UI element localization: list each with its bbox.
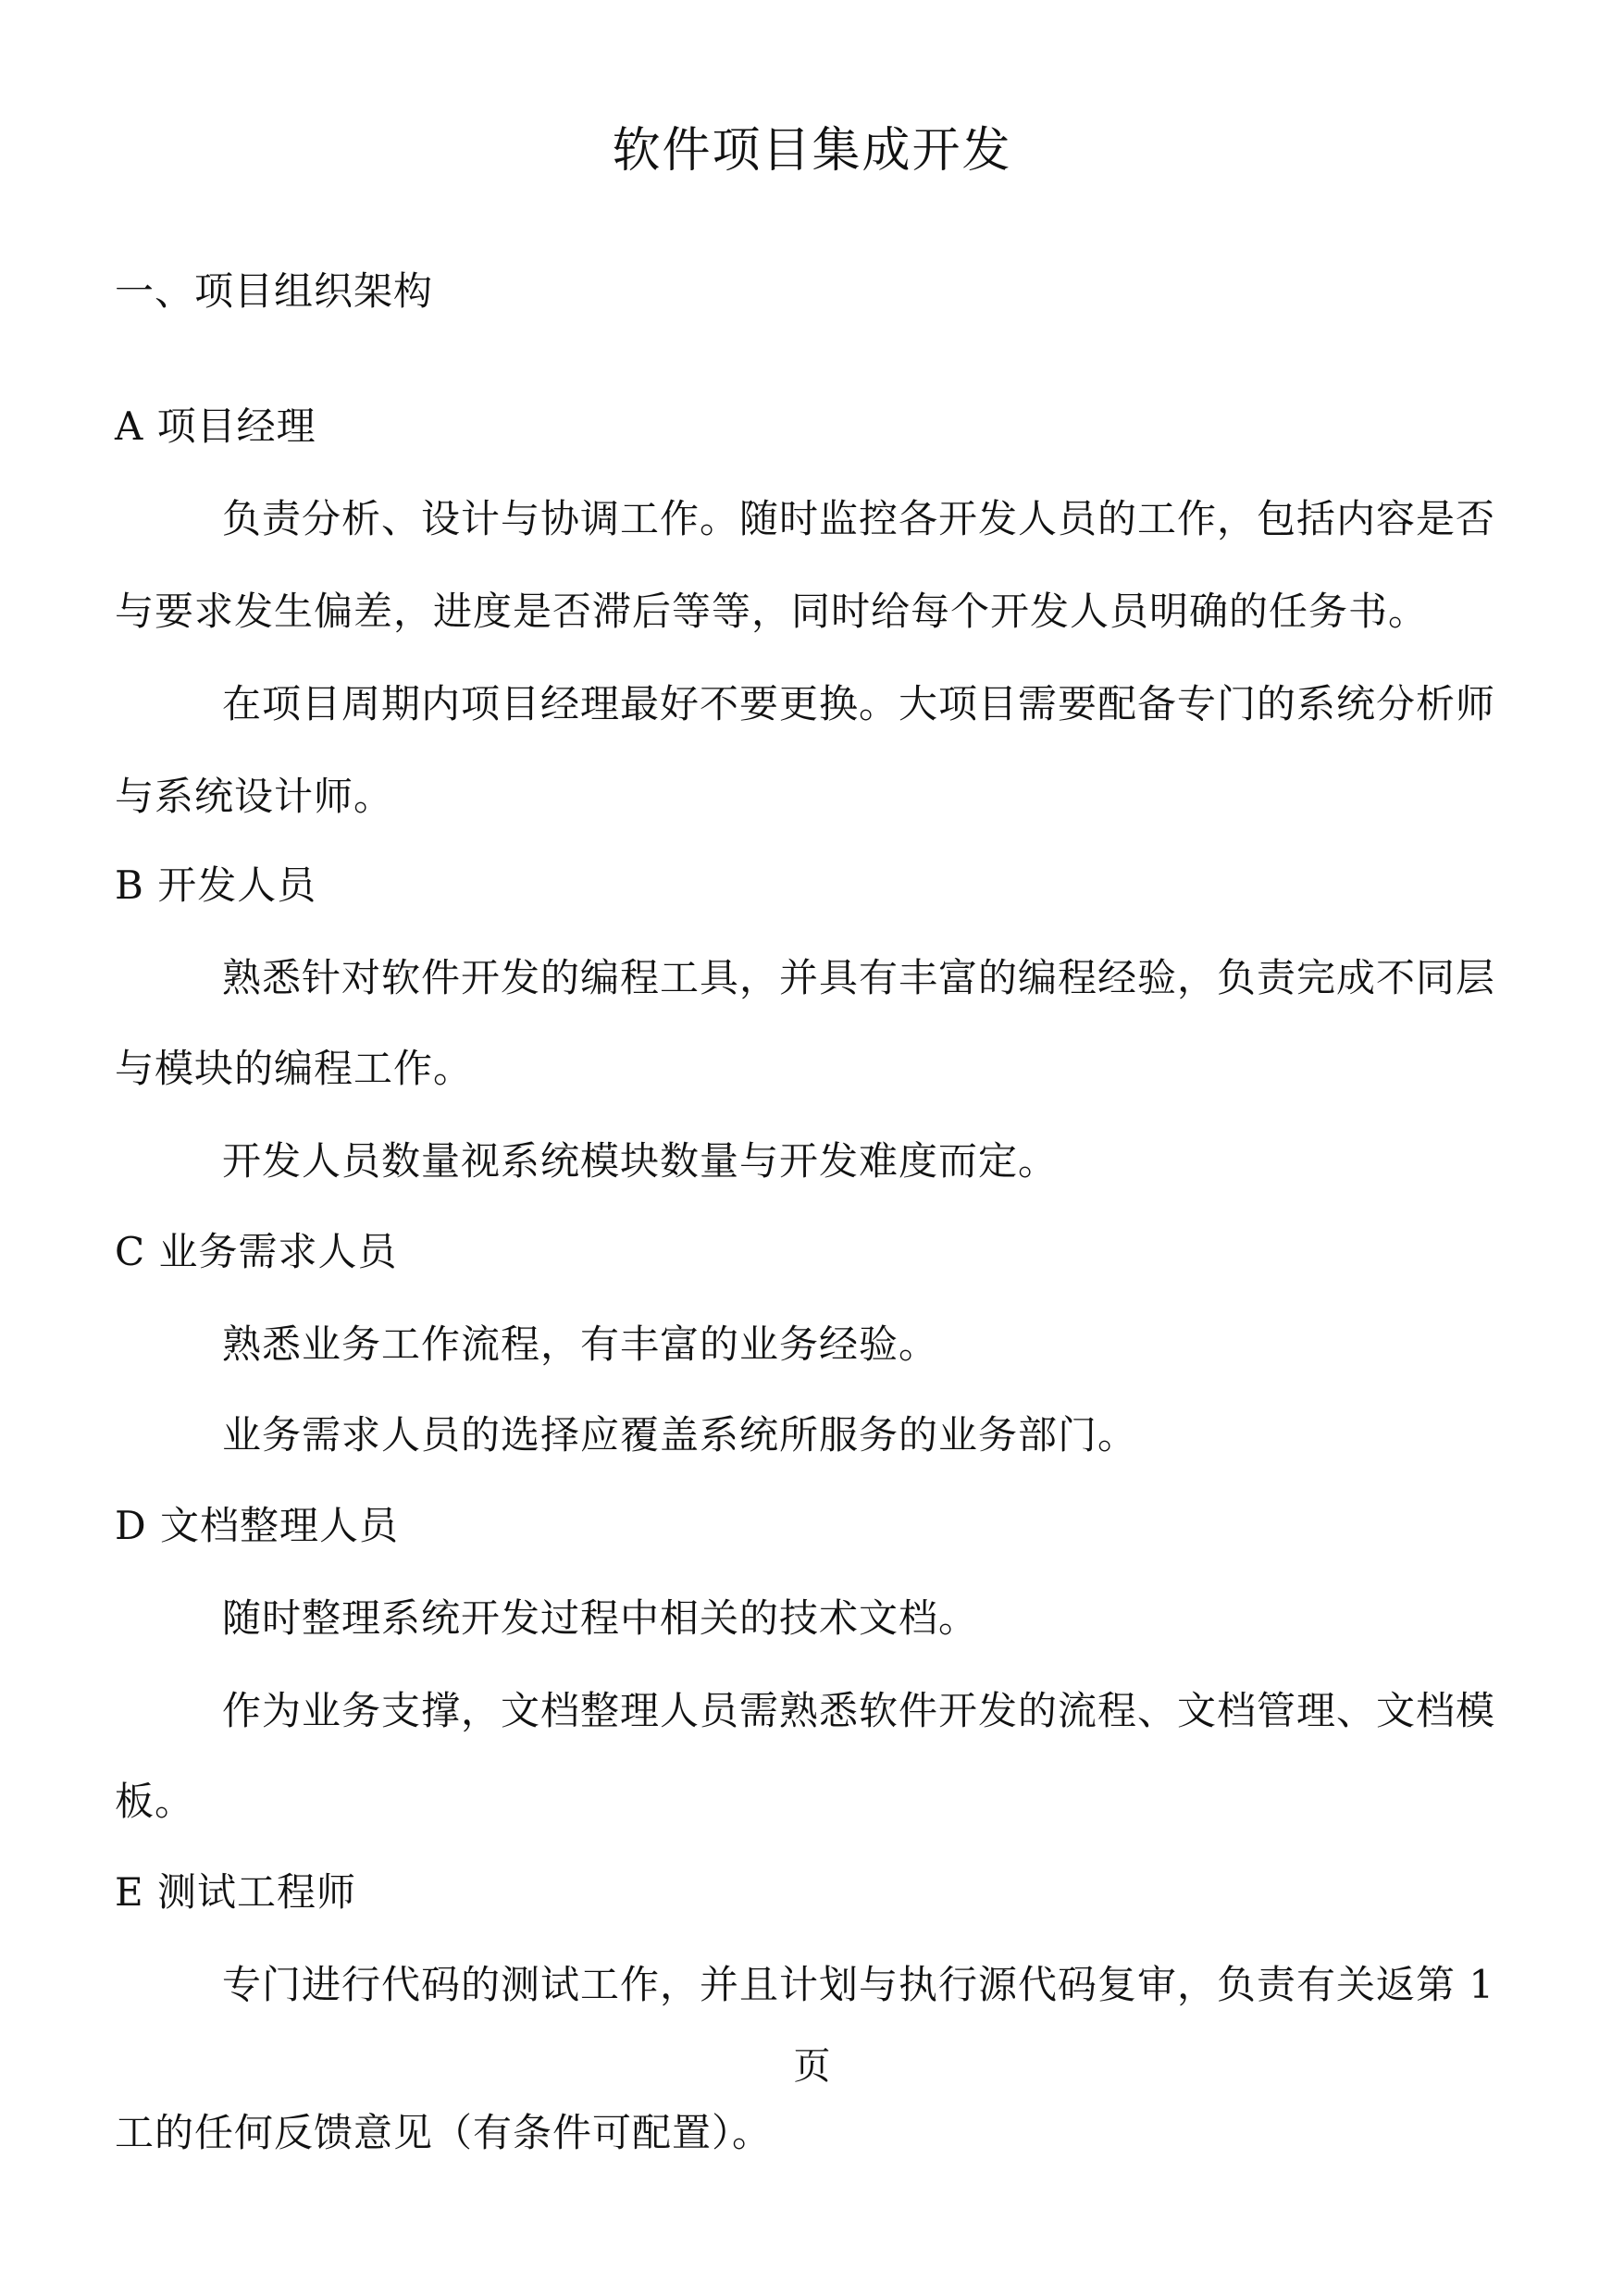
role-heading-developers: B 开发人员 <box>115 862 317 908</box>
role-heading-test-engineer: E 测试工程师 <box>115 1869 357 1915</box>
section-heading: 一、项目组织架构 <box>115 268 434 314</box>
paragraph-line: 专门进行代码的测试工作，并且计划与执行源代码复审，负责有关返第 1 <box>222 1962 1495 2007</box>
paragraph-line: 负责分析、设计与协调工作。随时监控各开发人员的工作，包括内容是否 <box>222 496 1496 541</box>
paragraph-line: 板。 <box>115 1779 195 1824</box>
paragraph-line: 开发人员数量视系统模块数量与开发难度而定。 <box>222 1138 1059 1184</box>
paragraph-line: 与模块的编程工作。 <box>115 1046 474 1091</box>
paragraph-line: 业务需求人员的选择应覆盖系统所服务的业务部门。 <box>222 1412 1138 1458</box>
paragraph-line: 与要求发生偏差，进度是否滞后等等，同时给每个开发人员明确的任务书。 <box>115 589 1429 634</box>
paragraph-line: 工的任何反馈意见（有条件可配置）。 <box>115 2110 773 2155</box>
paragraph-line: 熟悉业务工作流程，有丰富的业务经验。 <box>222 1321 939 1367</box>
paragraph-line: 与系统设计师。 <box>115 774 394 819</box>
paragraph-line: 作为业务支撑，文档整理人员需熟悉软件开发的流程、文档管理、文档模 <box>222 1688 1496 1733</box>
paragraph-line: 熟悉针对软件开发的编程工具，并具有丰富的编程经验，负责完成不同层 <box>222 955 1496 1000</box>
role-heading-business-requirements: C 业务需求人员 <box>115 1229 398 1274</box>
role-heading-project-manager: A 项目经理 <box>115 403 316 449</box>
paragraph-line: 随时整理系统开发过程中相关的技术文档。 <box>222 1595 979 1641</box>
document-title: 软件项目集成开发 <box>612 123 1012 179</box>
page-number-footer: 页 <box>793 2045 831 2088</box>
paragraph-line: 在项目周期内项目经理最好不要更换。大项目需要配备专门的系统分析师 <box>222 681 1496 726</box>
role-heading-documentation: D 文档整理人员 <box>115 1503 400 1548</box>
